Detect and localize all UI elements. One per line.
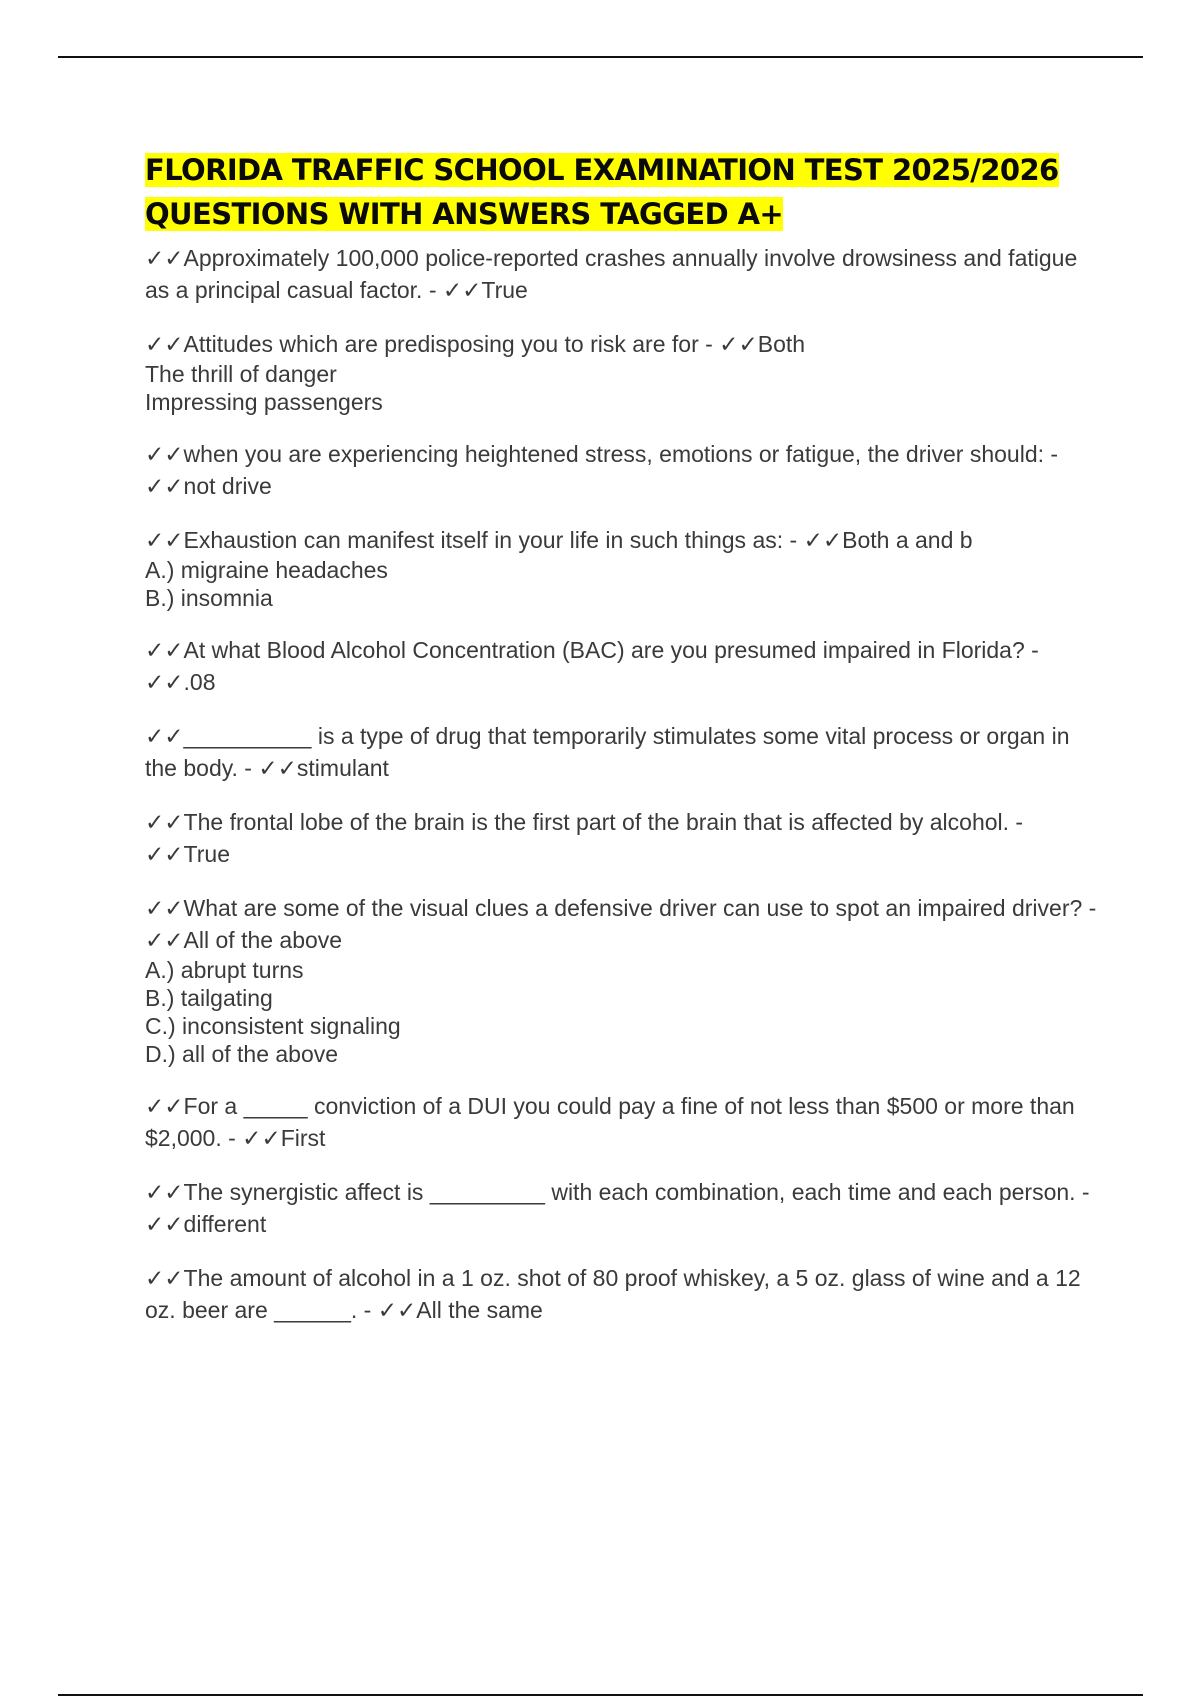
- qa-text: ✓✓__________ is a type of drug that temporarily stimulates some vital process or organ in the body. - ✓✓stimulant: [145, 723, 1070, 781]
- qa-item-3: [145, 438, 1105, 502]
- document-title: [145, 148, 1105, 236]
- qa-text: ✓✓The synergistic affect is _________ with each combination, each time and each person. - ✓✓different: [145, 1179, 1090, 1237]
- bottom-rule: [58, 1694, 1143, 1696]
- qa-options: [145, 956, 1105, 1068]
- qa-options: [145, 360, 1105, 416]
- qa-text: ✓✓For a _____ conviction of a DUI you could pay a fine of not less than $500 or more than $2,000. - ✓✓First: [145, 1093, 1075, 1151]
- qa-options: [145, 556, 1105, 612]
- qa-item-1: [145, 242, 1105, 306]
- qa-item-9: [145, 1090, 1105, 1154]
- qa-text: ✓✓Exhaustion can manifest itself in your life in such things as: - ✓✓Both a and b: [145, 527, 973, 553]
- qa-option: A.) abrupt turns: [145, 957, 304, 983]
- qa-item-4: [145, 524, 1105, 612]
- qa-item-8: [145, 892, 1105, 1068]
- qa-option: D.) all of the above: [145, 1041, 339, 1067]
- document-body: [145, 148, 1105, 1348]
- title-line-1: FLORIDA TRAFFIC SCHOOL EXAMINATION TEST 2025/2026: [145, 153, 1059, 187]
- top-rule: [58, 56, 1143, 58]
- title-line-2: QUESTIONS WITH ANSWERS TAGGED A+: [145, 197, 784, 231]
- qa-option: B.) insomnia: [145, 585, 273, 611]
- qa-text: ✓✓when you are experiencing heightened stress, emotions or fatigue, the driver should: - ✓✓not drive: [145, 441, 1059, 499]
- qa-option: Impressing passengers: [145, 389, 383, 415]
- qa-option: B.) tailgating: [145, 985, 273, 1011]
- qa-item-11: [145, 1262, 1105, 1326]
- qa-item-2: [145, 328, 1105, 416]
- qa-item-6: [145, 720, 1105, 784]
- qa-text: ✓✓The amount of alcohol in a 1 oz. shot of 80 proof whiskey, a 5 oz. glass of wine and a 12 oz. beer are ______. - ✓✓All the same: [145, 1265, 1081, 1323]
- qa-item-5: [145, 634, 1105, 698]
- qa-text: ✓✓At what Blood Alcohol Concentration (BAC) are you presumed impaired in Florida? - ✓✓.08: [145, 637, 1039, 695]
- qa-text: ✓✓The frontal lobe of the brain is the first part of the brain that is affected by alcohol. - ✓✓True: [145, 809, 1024, 867]
- qa-option: C.) inconsistent signaling: [145, 1013, 401, 1039]
- qa-item-10: [145, 1176, 1105, 1240]
- qa-text: ✓✓Attitudes which are predisposing you to risk are for - ✓✓Both: [145, 331, 806, 357]
- qa-text: ✓✓Approximately 100,000 police-reported crashes annually involve drowsiness and fatigue as a principal casual factor. - ✓✓True: [145, 245, 1078, 303]
- qa-text: ✓✓What are some of the visual clues a defensive driver can use to spot an impaired driver? - ✓✓All of the above: [145, 895, 1097, 953]
- qa-item-7: [145, 806, 1105, 870]
- qa-option: The thrill of danger: [145, 361, 337, 387]
- qa-option: A.) migraine headaches: [145, 557, 388, 583]
